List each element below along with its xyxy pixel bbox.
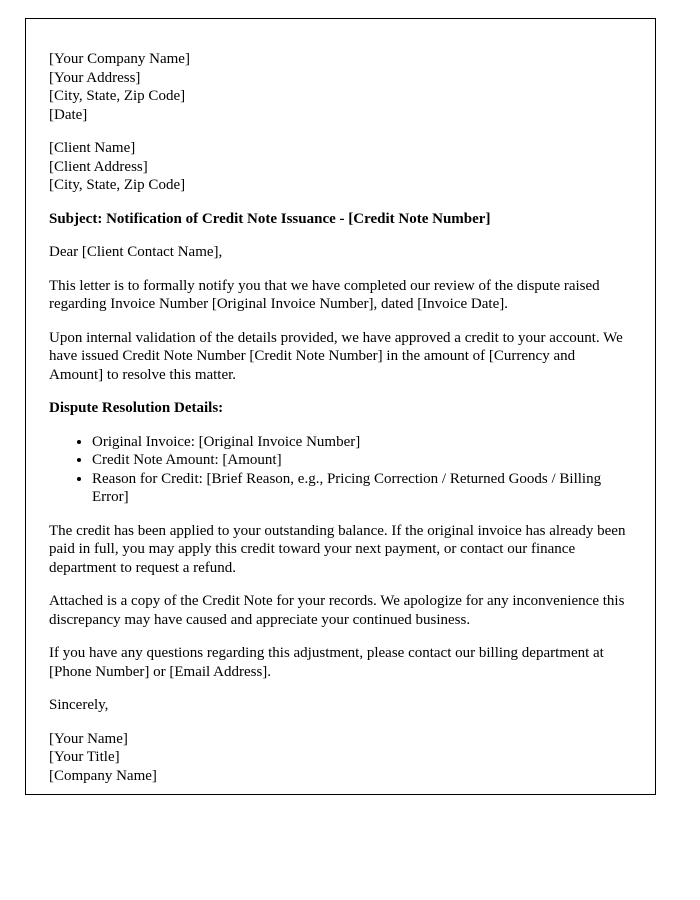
- recipient-address-line: [Client Address]: [49, 158, 148, 175]
- paragraph-applied: The credit has been applied to your outstanding balance. If the original invoice has already been paid in full, you may apply this credit toward your next payment, or contact our finance department to request a refund.: [49, 522, 626, 576]
- recipient-block: [49, 139, 632, 195]
- sender-address-line: [Your Address]: [49, 69, 141, 86]
- subject-line: Subject: Notification of Credit Note Issuance - [Credit Note Number]: [49, 210, 491, 227]
- letter-page: [25, 18, 656, 795]
- bullet-credit-note-amount: • Credit Note Amount: [Amount]: [92, 451, 632, 470]
- signature-title-line: [Your Title]: [49, 749, 120, 765]
- paragraph-attached: Attached is a copy of the Credit Note for your records. We apologize for any inconvenience this discrepancy may have caused and appreciate your continued business.: [49, 593, 625, 628]
- recipient-city-line: [City, State, Zip Code]: [49, 177, 186, 193]
- details-heading: Dispute Resolution Details:: [49, 400, 224, 416]
- sender-company-line: [Your Company Name]: [49, 51, 190, 67]
- paragraph-questions: If you have any questions regarding this adjustment, please contact our billing department at [Phone Number] or [Email Address].: [49, 645, 604, 680]
- closing: Sincerely,: [49, 697, 109, 713]
- bullet-reason-for-credit: • Reason for Credit: [Brief Reason, e.g., Pricing Correction / Returned Goods / Billing Error]: [92, 470, 632, 507]
- paragraph-review: This letter is to formally notify you that we have completed our review of the dispute raised regarding Invoice Number [Original Invoice Number], dated [Invoice Date].: [49, 277, 600, 312]
- dispute-details-list: [49, 433, 632, 507]
- letter-date-line: [Date]: [49, 106, 88, 123]
- signature-company-line: [Company Name]: [49, 767, 157, 784]
- recipient-name-line: [Client Name]: [49, 140, 136, 156]
- signature-name-line: [Your Name]: [49, 730, 128, 747]
- paragraph-approval: Upon internal validation of the details provided, we have approved a credit to your account. We have issued Credit Note Number [Credit Note Number] in the amount of [Currency and Amount] to resolve this matter.: [49, 329, 623, 383]
- salutation: Dear [Client Contact Name],: [49, 244, 223, 260]
- signature-block: [49, 730, 632, 786]
- bullet-original-invoice: • Original Invoice: [Original Invoice Number]: [92, 433, 632, 452]
- sender-block: [49, 50, 632, 124]
- sender-city-line: [City, State, Zip Code]: [49, 88, 186, 104]
